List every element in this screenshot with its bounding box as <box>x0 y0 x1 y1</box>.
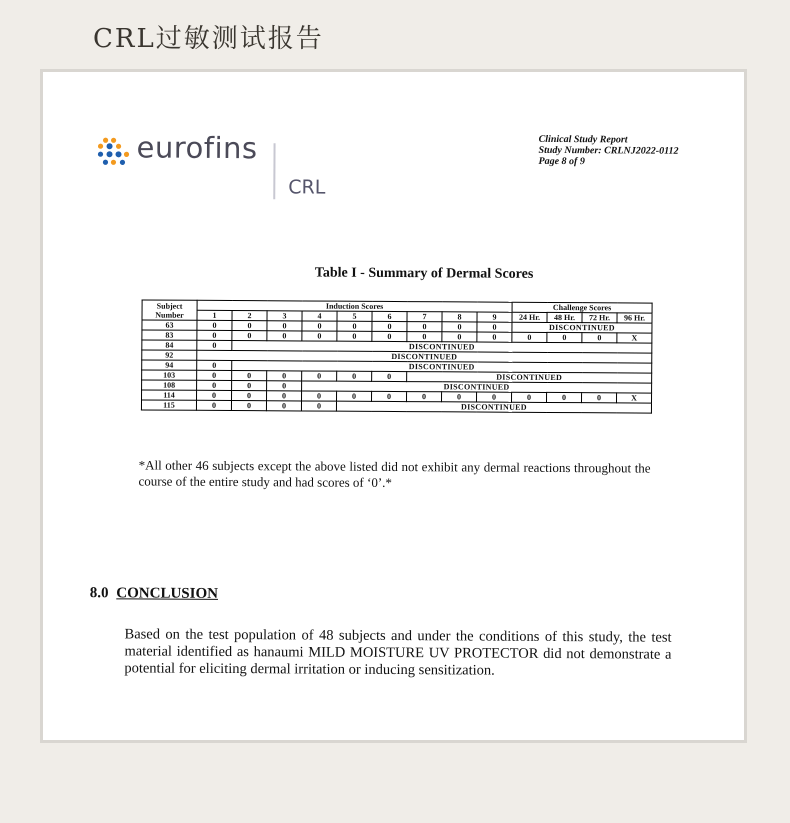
table-footnote: *All other 46 subjects except the above listed did not exhibit any dermal reactions throughout the course of the entire study and had scores of ‘0’.* <box>138 457 651 490</box>
induction-score-cell: 0 <box>337 391 372 401</box>
induction-column-header: 5 <box>337 311 372 321</box>
induction-column-header: 3 <box>267 311 302 321</box>
discontinued-cell: DISCONTINUED <box>336 401 651 413</box>
induction-column-header: 7 <box>407 312 442 322</box>
page-heading: CRL过敏测试报告 <box>93 24 324 54</box>
induction-score-cell: 0 <box>442 332 477 342</box>
induction-score-cell: 0 <box>267 321 302 331</box>
induction-score-cell: 0 <box>372 321 407 331</box>
challenge-column-header: 96 Hr. <box>617 313 652 323</box>
induction-score-cell: 0 <box>372 371 407 381</box>
induction-score-cell: 0 <box>197 390 232 400</box>
subject-number-cell: 92 <box>142 350 197 360</box>
report-meta-type: Clinical Study Report <box>538 133 628 146</box>
subject-number-cell: 94 <box>142 360 197 370</box>
discontinued-cell: DISCONTINUED <box>232 341 652 354</box>
induction-score-cell: 0 <box>232 381 267 391</box>
logo-divider <box>273 143 275 199</box>
challenge-score-cell: 0 <box>547 392 582 402</box>
induction-score-cell: 0 <box>232 321 267 331</box>
induction-score-cell: 0 <box>197 360 232 370</box>
induction-score-cell: 0 <box>477 392 512 402</box>
induction-score-cell: 0 <box>266 401 301 411</box>
induction-score-cell: 0 <box>267 331 302 341</box>
table-row <box>141 400 651 413</box>
induction-score-cell: 0 <box>267 381 302 391</box>
induction-score-cell: 0 <box>372 391 407 401</box>
induction-score-cell: 0 <box>372 331 407 341</box>
section-number: 8.0 <box>89 585 109 602</box>
induction-score-cell: 0 <box>302 371 337 381</box>
induction-score-cell: 0 <box>232 391 267 401</box>
table-title: Table I - Summary of Dermal Scores <box>314 265 534 282</box>
induction-score-cell: 0 <box>337 371 372 381</box>
induction-score-cell: 0 <box>267 391 302 401</box>
induction-score-cell: 0 <box>197 340 232 350</box>
induction-score-cell: 0 <box>477 332 512 342</box>
induction-column-header: 9 <box>477 312 512 322</box>
induction-score-cell: 0 <box>197 330 232 340</box>
discontinued-cell: DISCONTINUED <box>197 350 652 363</box>
induction-column-header: 4 <box>302 311 337 321</box>
subject-number-cell: 83 <box>142 330 197 340</box>
eurofins-dots-logo-icon <box>96 136 130 170</box>
challenge-score-cell: 0 <box>582 333 617 343</box>
induction-score-cell: 0 <box>407 322 442 332</box>
induction-score-cell: 0 <box>407 332 442 342</box>
induction-scores-header: Induction Scores <box>197 300 512 312</box>
induction-score-cell: 0 <box>231 401 266 411</box>
induction-score-cell: 0 <box>197 380 232 390</box>
induction-column-header: 1 <box>197 310 232 320</box>
induction-score-cell: 0 <box>267 371 302 381</box>
report-meta-page: Page 8 of 9 <box>538 155 585 168</box>
logo-company-name: eurofins <box>136 130 258 166</box>
subject-number-cell: 103 <box>142 370 197 380</box>
logo-division: CRL <box>288 176 326 199</box>
dermal-scores-table <box>141 299 653 413</box>
challenge-score-cell: 0 <box>512 392 547 402</box>
induction-column-header: 2 <box>232 311 267 321</box>
table-body <box>141 320 652 413</box>
subject-number-cell: 114 <box>142 390 197 400</box>
induction-score-cell: 0 <box>302 321 337 331</box>
section-title: CONCLUSION <box>116 585 219 602</box>
induction-score-cell: 0 <box>301 401 336 411</box>
discontinued-cell: DISCONTINUED <box>232 361 652 374</box>
challenge-score-cell: X <box>616 393 651 403</box>
challenge-score-cell: X <box>617 333 652 343</box>
report-document <box>40 69 747 743</box>
challenge-column-header: 24 Hr. <box>512 312 547 322</box>
induction-score-cell: 0 <box>477 322 512 332</box>
challenge-score-cell: 0 <box>512 332 547 342</box>
subject-number-header: Subject Number <box>142 300 197 320</box>
report-meta-study-number: Study Number: CRLNJ2022-0112 <box>538 144 679 157</box>
challenge-score-cell: 0 <box>547 332 582 342</box>
induction-score-cell: 0 <box>337 331 372 341</box>
discontinued-cell: DISCONTINUED <box>407 372 652 383</box>
induction-score-cell: 0 <box>197 370 232 380</box>
challenge-scores-header: Challenge Scores <box>512 302 652 313</box>
conclusion-text: Based on the test population of 48 subjects and under the conditions of this study, the test material identified as hanaumi MILD MOISTURE UV PROTECTOR did not demonstrate a potential for eliciting dermal irritation or inducing sensitization. <box>124 626 672 679</box>
induction-score-cell: 0 <box>442 392 477 402</box>
induction-score-cell: 0 <box>232 371 267 381</box>
challenge-column-header: 72 Hr. <box>582 313 617 323</box>
induction-score-cell: 0 <box>442 322 477 332</box>
induction-score-cell: 0 <box>232 331 267 341</box>
report-meta <box>538 134 678 168</box>
conclusion-heading <box>90 585 218 603</box>
discontinued-cell: DISCONTINUED <box>302 381 652 393</box>
subject-number-cell: 84 <box>142 340 197 350</box>
subject-number-cell: 63 <box>142 320 197 330</box>
subject-number-cell: 108 <box>142 380 197 390</box>
induction-column-header: 6 <box>372 311 407 321</box>
subject-number-cell: 115 <box>141 400 196 410</box>
challenge-column-header: 48 Hr. <box>547 312 582 322</box>
discontinued-cell: DISCONTINUED <box>512 322 652 333</box>
challenge-score-cell: 0 <box>581 393 616 403</box>
induction-score-cell: 0 <box>407 392 442 402</box>
induction-score-cell: 0 <box>302 331 337 341</box>
induction-score-cell: 0 <box>196 400 231 410</box>
induction-score-cell: 0 <box>337 321 372 331</box>
induction-score-cell: 0 <box>197 320 232 330</box>
induction-column-header: 8 <box>442 312 477 322</box>
induction-score-cell: 0 <box>302 391 337 401</box>
